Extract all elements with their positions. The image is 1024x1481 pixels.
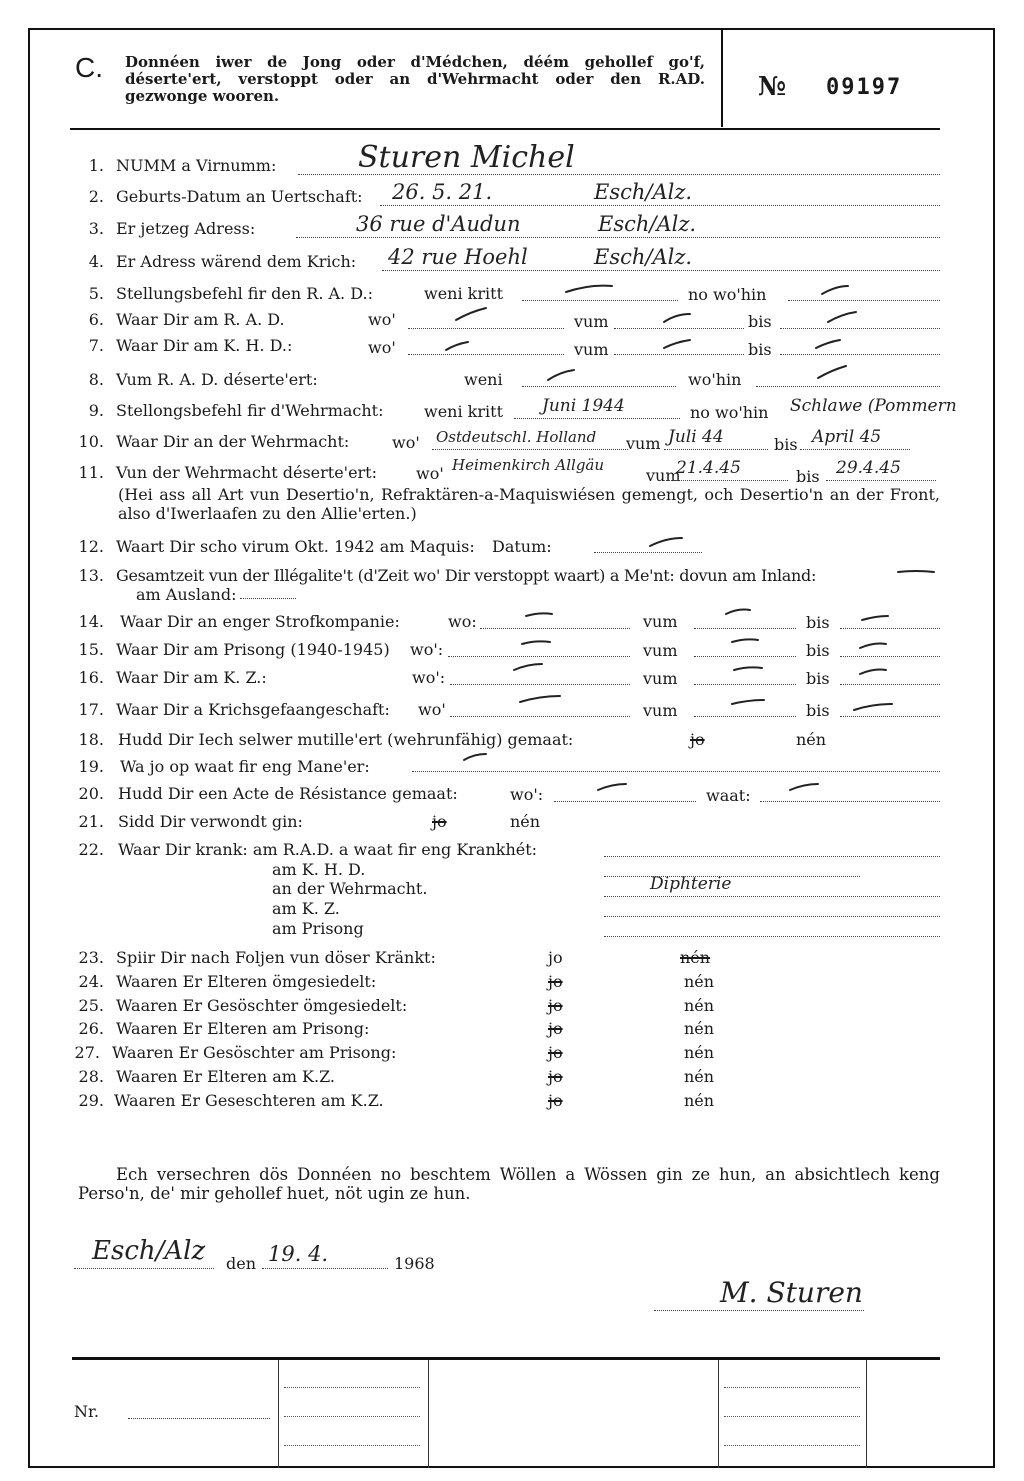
table-divider [278, 1360, 279, 1468]
fill-line [432, 449, 628, 450]
fill-line [840, 656, 940, 657]
fill-line [780, 354, 940, 355]
option-no: nén [684, 1019, 715, 1038]
handwritten-wehrmacht-where: Ostdeutschl. Holland [436, 428, 597, 446]
row-number: 15. [78, 640, 104, 659]
fill-line [604, 896, 940, 897]
nr-label: Nr. [74, 1402, 99, 1421]
declaration-text: Ech versechren dös Donnéen no beschtem Wöllen a Wössen gin ze hun, an absichtlech keng Perso'n, de' mir gehollef huet, nöt ugin ze hun. [78, 1165, 940, 1203]
table-divider [428, 1360, 429, 1468]
fill-line [296, 237, 940, 238]
row-label: Waaren Er Geseschteren am K.Z. [114, 1091, 384, 1110]
row-number: 12. [78, 537, 104, 556]
row-label: NUMM a Virnumm: [116, 156, 277, 175]
fill-line [840, 716, 940, 717]
handwritten-desertion-where: Heimenkirch Allgäu [452, 456, 605, 474]
row-label: Waar Dir am K. H. D.: [116, 336, 293, 355]
field-label: bis [806, 613, 830, 632]
row-number: 26. [78, 1019, 104, 1038]
row-label: Waaren Er Gesöschter am Prisong: [112, 1043, 397, 1062]
option-no-struck: nén [680, 948, 711, 967]
illness-sub-label: am Prisong [272, 919, 364, 938]
handwritten-war-address: 42 rue Hoehl [388, 245, 528, 269]
fill-line [408, 354, 564, 355]
row-number: 13. [78, 566, 104, 585]
fill-line [694, 628, 796, 629]
row-label: Waaren Er Elteren ömgesiedelt: [116, 972, 377, 991]
fill-line [240, 598, 296, 599]
field-label: bis [796, 467, 820, 486]
handwritten-order-place: Schlawe (Pommern [790, 396, 957, 416]
row-label: Vum R. A. D. déserte'ert: [116, 370, 318, 389]
form-number: 09197 [826, 75, 903, 100]
row-label: Er Adress wärend dem Krich: [116, 252, 357, 271]
row-label: Sidd Dir verwondt gin: [118, 812, 303, 831]
row-number: 8. [88, 370, 104, 389]
fill-line [604, 856, 940, 857]
option-yes-struck: jo [548, 1091, 563, 1110]
row-number: 16. [78, 668, 104, 687]
year-value: 1968 [394, 1254, 435, 1273]
row-label: Waar Dir am R. A. D. [116, 310, 285, 329]
fill-line [614, 328, 744, 329]
handwritten-desertion-from: 21.4.45 [676, 458, 741, 478]
handwritten-address: 36 rue d'Audun [356, 212, 521, 236]
field-label: wo' [368, 310, 396, 329]
field-label: wo' [368, 338, 396, 357]
fill-line [614, 354, 744, 355]
row-label: Waar Dir an enger Strofkompanie: [120, 612, 400, 631]
handwritten-wehrmacht-from: Juli 44 [668, 427, 724, 447]
row-number: 3. [88, 219, 104, 238]
fill-line [668, 480, 788, 481]
row-number: 28. [78, 1067, 104, 1086]
option-yes-struck: jo [548, 1019, 563, 1038]
fill-line [756, 386, 940, 387]
handwritten-date: 19. 4. [268, 1242, 329, 1266]
row-number: 21. [78, 812, 104, 831]
field-label: bis [806, 701, 830, 720]
fill-line [522, 386, 676, 387]
table-line [284, 1387, 420, 1388]
field-label: bis [748, 312, 772, 331]
row-number: 10. [78, 432, 104, 451]
row-number: 18. [78, 730, 104, 749]
date-line [262, 1268, 388, 1269]
row-label: Hudd Dir een Acte de Résistance gemaat: [118, 784, 458, 803]
table-line [284, 1416, 420, 1417]
handwritten-birth-place: Esch/Alz. [594, 180, 693, 204]
field-label: weni kritt [424, 402, 503, 421]
row-number: 25. [78, 996, 104, 1015]
row-label: Stellungsbefehl fir den R. A. D.: [116, 284, 373, 303]
field-label: no wo'hin [690, 403, 769, 422]
row-number: 17. [78, 700, 104, 719]
place-line [74, 1268, 214, 1269]
row-number: 20. [78, 784, 104, 803]
table-line [284, 1445, 420, 1446]
row-number: 9. [88, 401, 104, 420]
row-label: Waar Dir krank: am R.A.D. a waat fir eng Krankhét: [118, 840, 538, 859]
option-yes-struck: jo [548, 1067, 563, 1086]
row-number: 2. [88, 187, 104, 206]
option-yes-struck: jo [690, 730, 705, 749]
handwritten-address-town: Esch/Alz. [598, 212, 697, 236]
field-label: vum [574, 340, 609, 359]
illness-sub-label: am K. Z. [272, 899, 340, 918]
desertion-note: (Hei ass all Art vun Desertio'n, Refraktären-a-Maquiswiésen gemengt, och Desertio'n an der Front, also d'Iwerlaafen zu den Allie'erten.) [118, 485, 940, 523]
option-no: nén [510, 812, 541, 831]
fill-line [450, 684, 630, 685]
row-number: 14. [78, 612, 104, 631]
fill-line [760, 801, 940, 802]
row-label: Gesamtzeit vun der Illégalite't (d'Zeit wo' Dir verstoppt waart) a Me'nt: dovun am Inland: [116, 566, 817, 585]
handwritten-desertion-to: 29.4.45 [836, 458, 901, 478]
field-label: wo': [410, 640, 444, 659]
option-no: nén [796, 730, 827, 749]
row-label: Waart Dir scho virum Okt. 1942 am Maquis: [116, 537, 475, 556]
field-label: waat: [706, 786, 751, 805]
signature-line [654, 1310, 864, 1311]
row-number: 7. [88, 336, 104, 355]
option-no: nén [684, 1091, 715, 1110]
table-line [724, 1445, 860, 1446]
row-number: 23. [78, 948, 104, 967]
fill-line [408, 328, 564, 329]
fill-line [694, 656, 796, 657]
row-label: Waar Dir am Prisong (1940-1945) [116, 640, 390, 659]
fill-line [664, 449, 768, 450]
field-label: wo' [416, 464, 444, 483]
fill-line [382, 270, 940, 271]
fill-line [800, 449, 910, 450]
fill-line [380, 205, 940, 206]
option-yes-struck: jo [548, 996, 563, 1015]
handwritten-war-address-town: Esch/Alz. [594, 245, 693, 269]
row-number: 19. [78, 757, 104, 776]
field-label: vum [626, 434, 661, 453]
form-heading: Donnéen iwer de Jong oder d'Médchen, déém gehollef go'f, déserte'ert, verstoppt oder an d'Wehrmacht oder den R.AD. gezwonge wooren. [125, 53, 705, 105]
field-label: wo: [448, 612, 477, 631]
row-label: Wa jo op waat fir eng Mane'er: [120, 757, 370, 776]
header-divider [721, 30, 723, 127]
handwritten-wehrmacht-to: April 45 [812, 427, 882, 447]
option-no: nén [684, 1043, 715, 1062]
row-number: 4. [88, 252, 104, 271]
row-label: Waaren Er Elteren am K.Z. [116, 1067, 336, 1086]
fill-line [780, 328, 940, 329]
row-number: 22. [78, 840, 104, 859]
field-label: vum [643, 701, 678, 720]
table-line [724, 1387, 860, 1388]
field-label: vum [574, 312, 609, 331]
illness-sub-label: am K. H. D. [272, 860, 366, 879]
field-label: bis [774, 435, 798, 454]
row-label: Vun der Wehrmacht déserte'ert: [116, 463, 377, 482]
field-label: bis [806, 641, 830, 660]
field-label: weni kritt [424, 284, 503, 303]
row-label: Geburts-Datum an Uertschaft: [116, 187, 363, 206]
row-label: Waar Dir a Krichsgefaangeschaft: [116, 700, 390, 719]
row-number: 11. [78, 463, 104, 482]
fill-line [412, 771, 940, 772]
field-label: vum [646, 466, 681, 485]
number-sign: № [758, 72, 787, 102]
option-no: nén [684, 1067, 715, 1086]
field-label: wo' [392, 433, 420, 452]
fill-line [788, 300, 940, 301]
row-label: Waar Dir an der Wehrmacht: [116, 432, 350, 451]
fill-line [604, 936, 940, 937]
field-label: vum [643, 641, 678, 660]
fill-line [604, 916, 940, 917]
fill-line [604, 876, 860, 877]
row-number: 1. [88, 156, 104, 175]
fill-line [522, 300, 678, 301]
fill-line [826, 480, 936, 481]
handwritten-order-date: Juni 1944 [542, 396, 625, 416]
handwritten-place: Esch/Alz [92, 1236, 206, 1266]
fill-line [480, 628, 630, 629]
handwritten-name: Sturen Michel [358, 140, 575, 175]
row-label: Waaren Er Elteren am Prisong: [116, 1019, 370, 1038]
field-label: bis [748, 340, 772, 359]
fill-line [554, 801, 696, 802]
table-divider [866, 1360, 867, 1468]
illness-sub-label: an der Wehrmacht. [272, 879, 428, 898]
row-label: Hudd Dir Iech selwer mutille'ert (wehrunfähig) gemaat: [118, 730, 574, 749]
field-label: weni [464, 370, 503, 389]
table-line [724, 1416, 860, 1417]
fill-line [840, 684, 940, 685]
option-yes-struck: jo [548, 972, 563, 991]
nr-line [128, 1418, 270, 1419]
option-yes-struck: jo [432, 812, 447, 831]
option-no: nén [684, 972, 715, 991]
fill-line [450, 716, 630, 717]
field-label: vum [643, 612, 678, 631]
fill-line [840, 628, 940, 629]
handwritten-illness: Diphterie [650, 874, 732, 894]
fill-line [694, 716, 796, 717]
header-rule [70, 128, 940, 130]
row-number: 27. [74, 1043, 100, 1062]
row-number: 29. [78, 1091, 104, 1110]
row-number: 24. [78, 972, 104, 991]
field-label: no wo'hin [688, 285, 767, 304]
option-yes-struck: jo [548, 1043, 563, 1062]
den-label: den [226, 1254, 257, 1273]
field-label: wo' [418, 700, 446, 719]
fill-line [448, 656, 630, 657]
row-label: Waaren Er Gesöschter ömgesiedelt: [116, 996, 408, 1015]
signature: M. Sturen [720, 1276, 863, 1309]
row-label: Waar Dir am K. Z.: [116, 668, 267, 687]
option-no: nén [684, 996, 715, 1015]
row-label: Spiir Dir nach Foljen vun döser Kränkt: [116, 948, 436, 967]
option-yes: jo [548, 948, 563, 967]
field-label: am Ausland: [136, 585, 237, 604]
field-label: wo': [412, 668, 446, 687]
field-label: wo': [510, 785, 544, 804]
footer-rule [72, 1357, 940, 1360]
section-letter: C. [75, 52, 103, 83]
table-divider [718, 1360, 719, 1468]
row-label: Stellongsbefehl fir d'Wehrmacht: [116, 401, 384, 420]
fill-line [594, 552, 702, 553]
fill-line [694, 684, 796, 685]
field-label: Datum: [492, 537, 552, 556]
fill-line [514, 418, 680, 419]
row-number: 6. [88, 310, 104, 329]
field-label: wo'hin [688, 370, 742, 389]
row-label: Er jetzeg Adress: [116, 219, 256, 238]
handwritten-birth-date: 26. 5. 21. [392, 180, 493, 204]
row-number: 5. [88, 284, 104, 303]
field-label: bis [806, 669, 830, 688]
field-label: vum [643, 669, 678, 688]
